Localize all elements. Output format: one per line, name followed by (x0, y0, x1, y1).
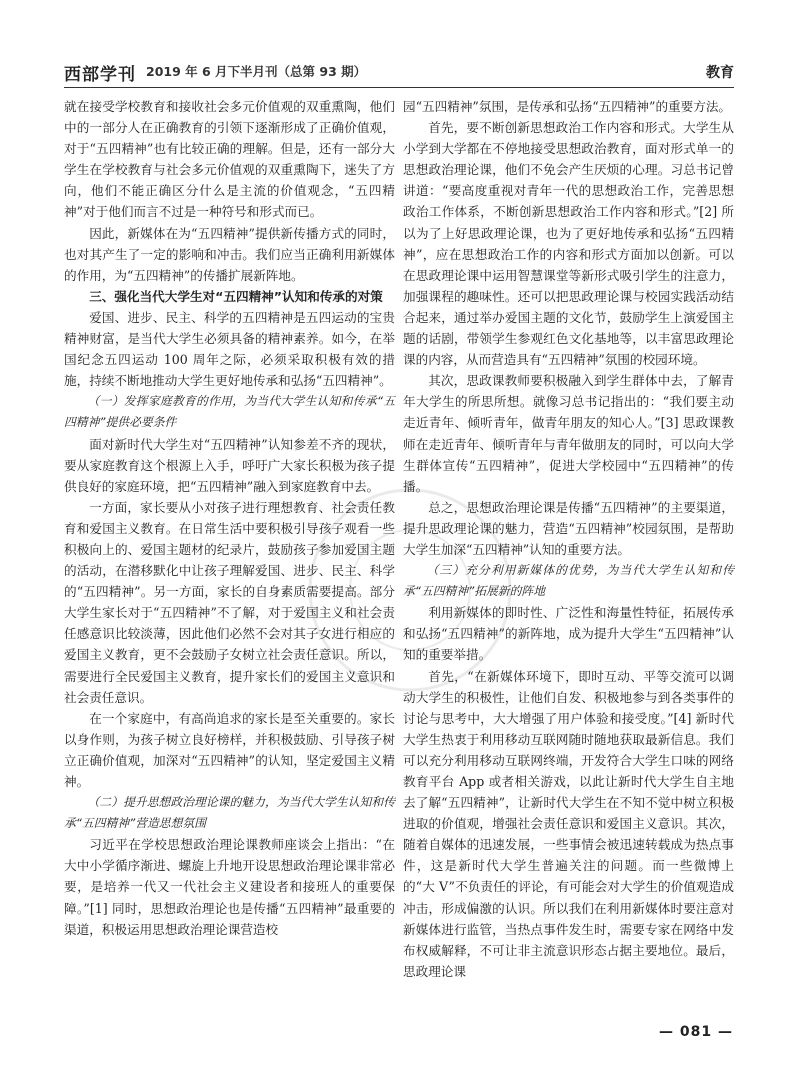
paragraph: 总之，思想政治理论课是传播“五四精神”的主要渠道，提升思政理论课的魅力，营造“五四精神”校园氛围，是帮助大学生加深“五四精神”认知的重要方法。 (403, 499, 734, 557)
section-label: 教育 (706, 65, 734, 81)
paragraph: 园“五四精神”氛围，是传承和弘扬“五四精神”的重要方法。 (403, 99, 732, 114)
header-rule (64, 87, 734, 88)
left-column (64, 96, 395, 940)
paragraph: 在一个家庭中，有高尚追求的家长是至关重要的。家长以身作则，为孩子树立良好榜样，并积极鼓励、引导孩子树立正确价值观，加深对“五四精神”的认知，坚定爱国主义精神。 (64, 710, 395, 789)
paragraph: 爱国、进步、民主、科学的五四精神是五四运动的宝贵精神财富，是当代大学生必须具备的精神素养。如今，在举国纪念五四运动 100 周年之际，必须采取积极有效的措施，持续不断地推动大学生更好地传承和弘扬“五四精神”。 (64, 309, 395, 389)
paragraph: 其次，思政课教师要积极融入到学生群体中去，了解青年大学生的所思所想。就像习总书记指出的：“我们要主动走近青年、倾听青年，做青年朋友的知心人。”[3] 思政课教师在走近青年、倾听青年与青年做朋友的同时，可以向大学生群体宣传“五四精神”，促进大学校园中“五四精神”的传播。 (403, 373, 734, 494)
section-heading: 三、强化当代大学生对“五四精神”认知和传承的对策 (89, 288, 383, 304)
right-column (403, 96, 734, 982)
paragraph: 习近平在学校思想政治理论课教师座谈会上指出：“在大中小学循序渐进、螺旋上升地开设思想政治理论课非常必要，是培养一代又一代社会主义建设者和接班人的重要保障。”[1] 同时，思想政治理论也是传播“五四精神”最重要的渠道，积极运用思想政治理论课营造校 (64, 837, 395, 937)
subsection-heading: （一）发挥家庭教育的作用，为当代大学生认知和传承“五四精神”提供必要条件 (64, 394, 395, 430)
subsection-heading: （三）充分利用新媒体的优势，为当代大学生认知和传承“五四精神”拓展新的阵地 (403, 563, 734, 599)
paragraph: 因此，新媒体在为“五四精神”提供新传播方式的同时，也对其产生了一定的影响和冲击。我们应当正确利用新媒体的作用，为“五四精神”的传播扩展新阵地。 (64, 225, 395, 283)
page-header (64, 60, 734, 84)
paragraph: 首先，“在新媒体环境下，即时互动、平等交流可以调动大学生的积极性，让他们自发、积极地参与到各类事件的讨论与思考中，大大增强了用户体验和接受度。”[4] 新时代大学生热衷于利用移动互联网随时随地获取最新信息。我们可以充分利用移动互联网终端，开发符合大学生口味的网络教育平台 App 或者相关游戏，以此让新时代大学生自主地去了解“五四精神”，让新时代大学生在不知不觉中树立积极进取的价值观，增强社会责任意识和爱国主义意识。其次，随着自媒体的迅速发展，一些事情会被迅速转载成为热点事件，这是新时代大学生普遍关注的问题。而一些微博上的“大 V”不负责任的评论，有可能会对大学生的价值观造成冲击，形成偏激的认识。所以我们在利用新媒体时要注意对新媒体进行监管，当热点事件发生时，需要专家在网络中发布权威解释，不可让非主流意识形态占据主要地位。最后，思政理论课 (403, 668, 734, 979)
issue-info: 2019 年 6 月下半月刊（总第 93 期） (146, 64, 367, 79)
paragraph: 就在接受学校教育和接收社会多元价值观的双重熏陶，他们中的一部分人在正确教育的引领下逐渐形成了正确价值观，对于“五四精神”也有比较正确的理解。但是，还有一部分大学生在学校教育与社会多元价值观的双重熏陶下，迷失了方向，他们不能正确区分什么是主流的价值观念，“五四精神”对于他们而言不过是一种符号和形式而已。 (64, 99, 395, 220)
paragraph: 一方面，家长要从小对孩子进行理想教育、社会责任教育和爱国主义教育。在日常生活中要积极引导孩子观看一些积极向上的、爱国主题材的纪录片，鼓励孩子参加爱国主题的活动，在潜移默化中让孩子理解爱国、进步、民主、科学的“五四精神”。另一方面，家长的自身素质需要提高。部分大学生家长对于“五四精神”不了解，对于爱国主义和社会责任感意识比较淡薄，因此他们必然不会对其子女进行相应的爱国主义教育，更不会鼓励子女树立社会责任意识。所以，需要进行全民爱国主义教育，提升家长们的爱国主义意识和社会责任意识。 (64, 499, 395, 705)
paragraph: 利用新媒体的即时性、广泛性和海量性特征，拓展传承和弘扬“五四精神”的新阵地，成为提升大学生“五四精神”认知的重要举措。 (403, 605, 734, 663)
paragraph: 首先，要不断创新思想政治工作内容和形式。大学生从小学到大学都在不停地接受思想政治教育，面对形式单一的思想政治理论课，他们不免会产生厌烦的心理。习总书记曾讲道：“要高度重视对青年一代的思想政治工作，完善思想政治工作体系，不断创新思想政治工作内容和形式。”[2] 所以为了上好思政理论课，也为了更好地传承和弘扬“五四精神”，应在思想政治工作的内容和形式方面加以创新。可以在思政理论课中运用智慧课堂等新形式吸引学生的注意力，加强课程的趣味性。还可以把思政理论课与校园实践活动结合起来，通过举办爱国主题的文化节，鼓励学生上演爱国主题的话剧，带领学生参观红色文化基地等，以丰富思政理论课的内容，从而营造具有“五四精神”氛围的校园环境。 (403, 120, 734, 368)
journal-name: 西部学刊 (64, 65, 136, 85)
subsection-heading: （二）提升思想政治理论课的魅力，为当代大学生认知和传承“五四精神”营造思想氛围 (64, 795, 395, 831)
page-number: — 081 — (659, 1024, 733, 1040)
paragraph: 面对新时代大学生对“五四精神”认知参差不齐的现状，要从家庭教育这个根源上入手，呼吁广大家长积极为孩子提供良好的家庭环境，把“五四精神”融入到家庭教育中去。 (64, 436, 395, 494)
